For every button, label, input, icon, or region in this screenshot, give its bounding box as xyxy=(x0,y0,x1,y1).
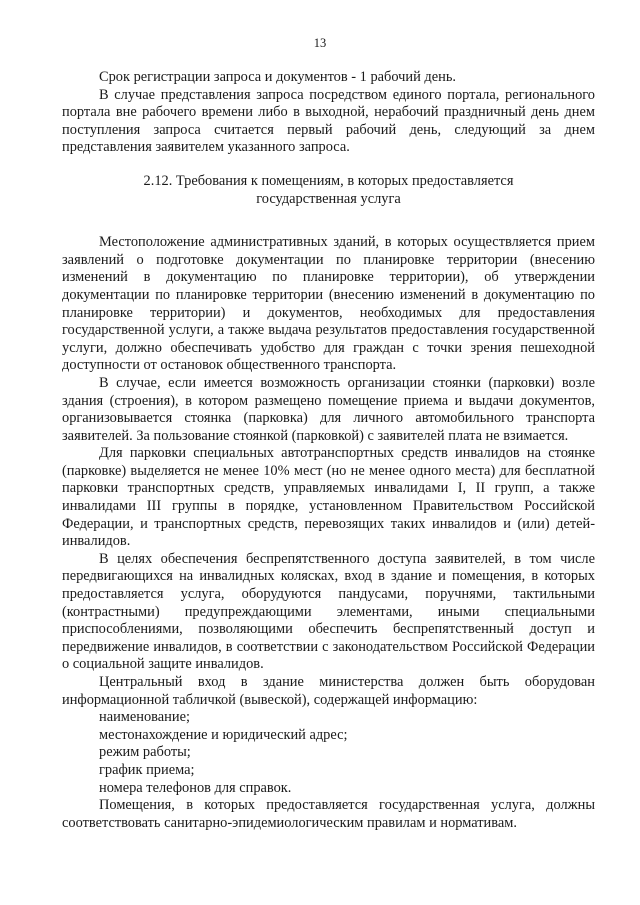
list-item-working-hours: режим работы; xyxy=(99,744,191,761)
page-number: 13 xyxy=(313,36,327,50)
document-body xyxy=(62,69,595,832)
paragraph-registration-portal: В случае представления запроса посредством единого портала, регионального портала вне рабочего времени либо в выходной, нерабочий праздничный день днем поступления запроса считается первый рабочий день, следующий за днем представления заявителем указанного запроса. xyxy=(62,86,595,156)
paragraph-parking: В случае, если имеется возможность организации стоянки (парковки) возле здания (строения), в котором размещено помещение приема и выдачи документов, организовывается стоянка (парковка) для личного автомобильного транспорта заявителей. За пользование стоянкой (парковкой) с заявителей плата не взимается. xyxy=(62,374,595,444)
paragraph-location: Местоположение административных зданий, в которых осуществляется прием заявлений о подготовке документации по планировке территории (внесению изменений в документацию по планировке территории), об утверждении документации по планировке территории (внесению изменений в документацию по планировке территории) и документов, необходимых для предоставления государственной услуги, а также выдача результатов предоставления государственной услуги, должно обеспечивать удобство для граждан с точки зрения пешеходной доступности от остановок общественного транспорта. xyxy=(62,234,595,374)
list-item-phone-numbers: номера телефонов для справок. xyxy=(99,779,292,796)
list-item-reception-schedule: график приема; xyxy=(99,761,195,778)
list-item-address: местонахождение и юридический адрес; xyxy=(99,726,348,743)
paragraph-disabled-parking: Для парковки специальных автотранспортных средств инвалидов на стоянке (парковке) выделяется не менее 10% мест (но не менее одного места) для бесплатной парковки транспортных средств, управляемых инвалидами I, II групп, а также инвалидами III группы в порядке, установленном Правительством Российской Федерации, и транспортных средств, перевозящих таких инвалидов и (или) детей-инвалидов. xyxy=(62,445,595,550)
section-title-line-1: 2.12. Требования к помещениям, в которых предоставляется xyxy=(143,172,514,189)
section-title xyxy=(62,173,595,208)
paragraph-registration-term: Срок регистрации запроса и документов - 1 рабочий день. xyxy=(99,69,456,85)
paragraph-accessibility: В целях обеспечения беспрепятственного доступа заявителей, в том числе передвигающихся на инвалидных колясках, вход в здание и помещения, в которых предоставляется услуга, оборудуются пандусами, поручнями, тактильными (контрастными) предупреждающими элементами, иными специальными приспособлениями, позволяющими обеспечить беспрепятственный доступ и передвижение инвалидов, в соответствии с законодательством Российской Федерации о социальной защите инвалидов. xyxy=(62,550,595,673)
list-item-name: наименование; xyxy=(99,709,190,726)
section-title-line-2: государственная услуга xyxy=(256,190,401,207)
paragraph-entrance-sign: Центральный вход в здание министерства должен быть оборудован информационной табличкой (вывеской), содержащей информацию: xyxy=(62,674,595,708)
paragraph-sanitary-rules: Помещения, в которых предоставляется государственная услуга, должны соответствовать санитарно-эпидемиологическим правилам и нормативам. xyxy=(62,797,595,831)
